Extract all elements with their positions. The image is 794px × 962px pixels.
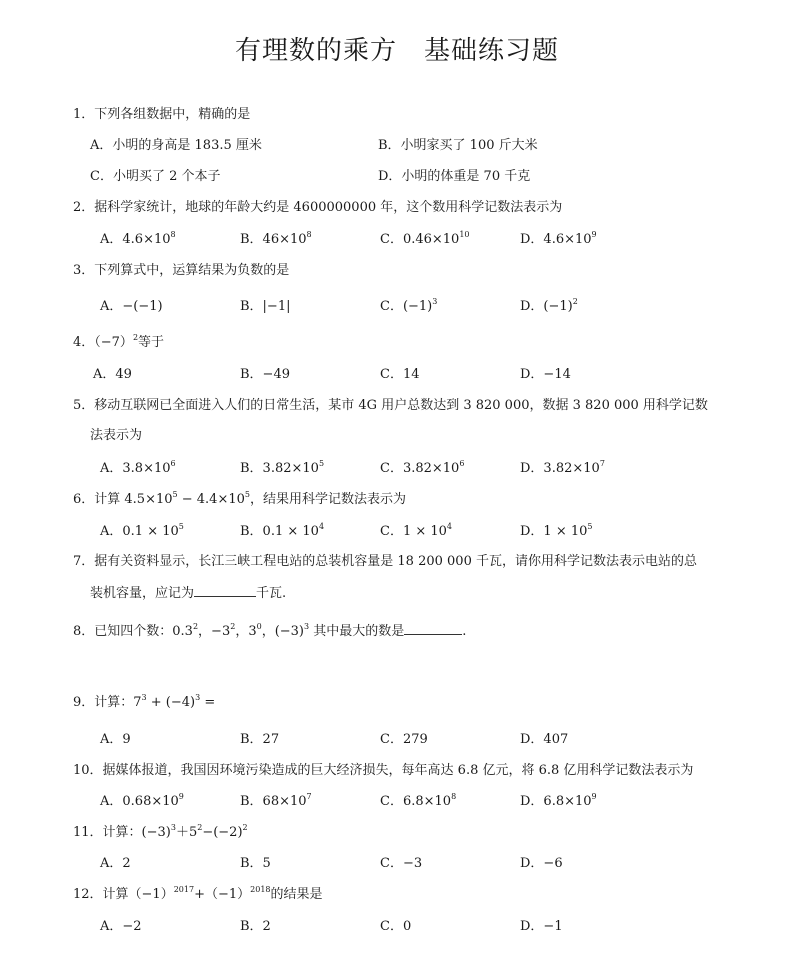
q10-option-b: B．$68\times 10^7$ <box>240 792 312 809</box>
q2-option-b: B．$46\times 10^8$ <box>240 230 312 247</box>
q5-option-c: C．$3.82\times 10^6$ <box>380 459 465 476</box>
q5-option-d: D．$3.82\times 10^7$ <box>520 459 605 476</box>
q2-option-a: A．$4.6\times 10^8$ <box>100 230 176 247</box>
q9-option-c: C．279 <box>380 732 428 747</box>
q12-option-c: C．0 <box>380 919 412 934</box>
q9-option-a: A．9 <box>100 732 131 747</box>
question-7-stem: 7．据有关资料显示，长江三峡工程电站的总装机容量是 18 200 000 千瓦，请你用科学记数法表示电站的总 <box>73 554 697 569</box>
q3-option-b: B．|−1| <box>240 299 291 314</box>
q6-option-d: D．$1 \times 10^5$ <box>520 522 593 539</box>
question-4-stem: 4．$(-7)^2$等于 <box>73 333 165 350</box>
q5-option-b: B．$3.82\times 10^5$ <box>240 459 325 476</box>
q2-option-c: C．$0.46\times 10^{10}$ <box>380 230 470 247</box>
q5-option-a: A．$3.8\times 10^6$ <box>100 459 176 476</box>
question-7-stem-cont: 装机容量，应记为 千瓦. <box>90 583 286 603</box>
q6-option-c: C．$1 \times 10^4$ <box>380 522 453 539</box>
q1-option-a: A．小明的身高是 183.5 厘米 <box>90 138 262 153</box>
question-6-stem: 6．计算 $4.5\times 10^5 - 4.4\times 10^5$，结果用科学记数法表示为 <box>73 490 406 507</box>
q12-option-a: A．−2 <box>100 919 142 934</box>
question-11-stem: 11．计算：$(-3)^3+5^2-(-2)^2$ <box>73 823 248 840</box>
q11-option-d: D．−6 <box>520 856 563 871</box>
question-5-stem-cont: 法表示为 <box>90 428 143 443</box>
question-12-stem: 12．计算$(-1)^{2017}+(-1)^{2018}$的结果是 <box>73 885 323 902</box>
q6-option-b: B．$0.1 \times 10^4$ <box>240 522 325 539</box>
question-3-stem: 3．下列算式中，运算结果为负数的是 <box>73 263 290 278</box>
q1-option-c: C．小明买了 2 个本子 <box>90 169 221 184</box>
q12-option-d: D．−1 <box>520 919 563 934</box>
page-title: 有理数的乘方 基础练习题 <box>234 36 559 66</box>
question-2-stem: 2．据科学家统计，地球的年龄大约是 4600000000 年，这个数用科学记数法表示为 <box>73 200 563 215</box>
question-9-stem: 9．计算：$7^3 + (-4)^3$ = <box>73 693 216 710</box>
question-10-stem: 10．据媒体报道，我国因环境污染造成的巨大经济损失，每年高达 6.8 亿元，将 6.8 亿用科学记数法表示为 <box>73 763 694 778</box>
q4-option-a: A．49 <box>93 367 132 382</box>
q4-option-d: D．−14 <box>520 367 571 382</box>
q1-option-b: B．小明家买了 100 斤大米 <box>378 138 538 153</box>
q1-option-d: D．小明的体重是 70 千克 <box>378 169 531 184</box>
q10-option-a: A．$0.68\times 10^9$ <box>100 792 184 809</box>
question-1-stem: 1．下列各组数据中，精确的是 <box>73 107 251 122</box>
q4-option-b: B．−49 <box>240 367 290 382</box>
q11-option-c: C．−3 <box>380 856 423 871</box>
q11-option-a: A．2 <box>100 856 131 871</box>
q10-option-c: C．$6.8\times 10^8$ <box>380 792 457 809</box>
answer-blank <box>194 583 256 597</box>
answer-blank <box>404 621 462 635</box>
q4-option-c: C．14 <box>380 367 420 382</box>
q2-option-d: D．$4.6\times 10^9$ <box>520 230 597 247</box>
question-5-stem: 5．移动互联网已全面进入人们的日常生活，某市 4G 用户总数达到 3 820 000，数据 3 820 000 用科学记数 <box>73 398 708 413</box>
q9-option-b: B．27 <box>240 732 280 747</box>
q12-option-b: B．2 <box>240 919 271 934</box>
q3-option-c: C．$(-1)^3$ <box>380 297 438 314</box>
q3-option-a: A．−(−1) <box>100 299 163 314</box>
q9-option-d: D．407 <box>520 732 569 747</box>
question-8-stem: 8．已知四个数：$0.3^2$，$-3^2$，$3^0$，$(-3)^3$ 其中最大的数是 . <box>73 622 467 639</box>
q11-option-b: B．5 <box>240 856 271 871</box>
q6-option-a: A．$0.1 \times 10^5$ <box>100 522 184 539</box>
q10-option-d: D．$6.8\times 10^9$ <box>520 792 597 809</box>
q3-option-d: D．$(-1)^2$ <box>520 297 578 314</box>
